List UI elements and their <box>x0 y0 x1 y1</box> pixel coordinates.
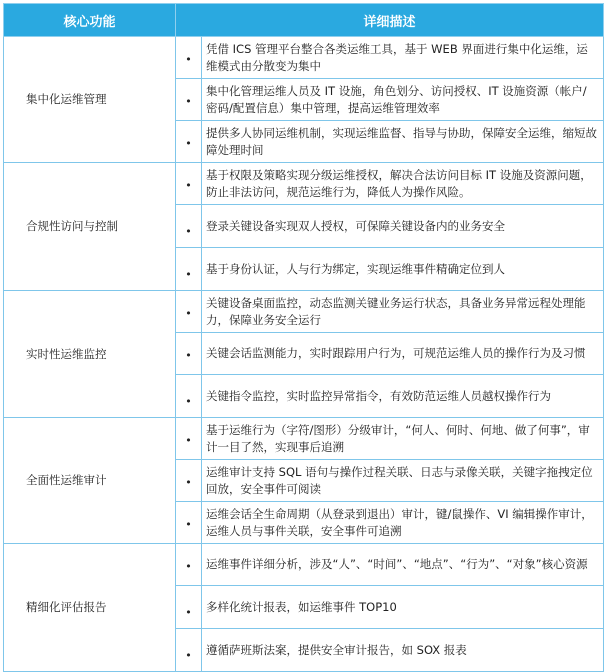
bullet-icon: • <box>176 37 202 79</box>
description-cell: 基于身份认证，人与行为绑定，实现运维事件精确定位到人 <box>202 248 604 291</box>
bullet-icon: • <box>176 333 202 375</box>
bullet-icon: • <box>176 460 202 502</box>
bullet-icon: • <box>176 375 202 418</box>
bullet-icon: • <box>176 248 202 291</box>
bullet-icon: • <box>176 502 202 544</box>
bullet-icon: • <box>176 121 202 163</box>
bullet-icon: • <box>176 163 202 205</box>
feature-table <box>3 3 604 672</box>
category-centralized-ops: 集中化运维管理 <box>4 37 176 163</box>
category-compliance-access: 合规性访问与控制 <box>4 163 176 291</box>
category-realtime-monitoring: 实时性运维监控 <box>4 291 176 418</box>
category-refined-reports: 精细化评估报告 <box>4 544 176 672</box>
description-cell: 遵循萨班斯法案，提供安全审计报告，如 SOX 报表 <box>202 629 604 672</box>
bullet-icon: • <box>176 629 202 672</box>
table-body <box>4 37 604 672</box>
category-comprehensive-audit: 全面性运维审计 <box>4 418 176 544</box>
bullet-icon: • <box>176 544 202 586</box>
description-cell: 提供多人协同运维机制，实现运维监督、指导与协助，保障安全运维，缩短故障处理时间 <box>202 121 604 163</box>
bullet-icon: • <box>176 205 202 248</box>
description-cell: 多样化统计报表，如运维事件 TOP10 <box>202 586 604 629</box>
bullet-icon: • <box>176 291 202 333</box>
description-cell: 关键设备桌面监控，动态监测关键业务运行状态，具备业务异常远程处理能力，保障业务安全运行 <box>202 291 604 333</box>
description-cell: 运维审计支持 SQL 语句与操作过程关联、日志与录像关联，关键字拖拽定位回放，安全事件可阅读 <box>202 460 604 502</box>
table-row <box>4 37 604 79</box>
description-cell: 关键指令监控，实时监控异常指令，有效防范运维人员越权操作行为 <box>202 375 604 418</box>
description-cell: 凭借 ICS 管理平台整合各类运维工具，基于 WEB 界面进行集中化运维，运维模式由分散变为集中 <box>202 37 604 79</box>
bullet-icon: • <box>176 79 202 121</box>
table-header-row <box>4 4 604 37</box>
description-cell: 登录关键设备实现双人授权，可保障关键设备内的业务安全 <box>202 205 604 248</box>
description-cell: 运维会话全生命周期（从登录到退出）审计，键/鼠操作、VI 编辑操作审计，运维人员与事件关联，安全事件可追溯 <box>202 502 604 544</box>
table-row <box>4 544 604 586</box>
description-cell: 关键会话监测能力，实时跟踪用户行为，可规范运维人员的操作行为及习惯 <box>202 333 604 375</box>
description-cell: 集中化管理运维人员及 IT 设施，角色划分、访问授权、IT 设施资源（帐户/密码/配置信息）集中管理，提高运维管理效率 <box>202 79 604 121</box>
bullet-icon: • <box>176 418 202 460</box>
table-row <box>4 163 604 205</box>
bullet-icon: • <box>176 586 202 629</box>
header-core-function: 核心功能 <box>4 4 176 37</box>
description-cell: 运维事件详细分析，涉及“人”、“时间”、“地点”、“行为”、“对象”核心资源 <box>202 544 604 586</box>
description-cell: 基于权限及策略实现分级运维授权，解决合法访问目标 IT 设施及资源问题，防止非法访问，规范运维行为，降低人为操作风险。 <box>202 163 604 205</box>
description-cell: 基于运维行为（字符/图形）分级审计，“何人、何时、何地、做了何事”，审计一目了然，实现事后追溯 <box>202 418 604 460</box>
table-row <box>4 291 604 333</box>
header-detail-description: 详细描述 <box>176 4 604 37</box>
table-row <box>4 418 604 460</box>
